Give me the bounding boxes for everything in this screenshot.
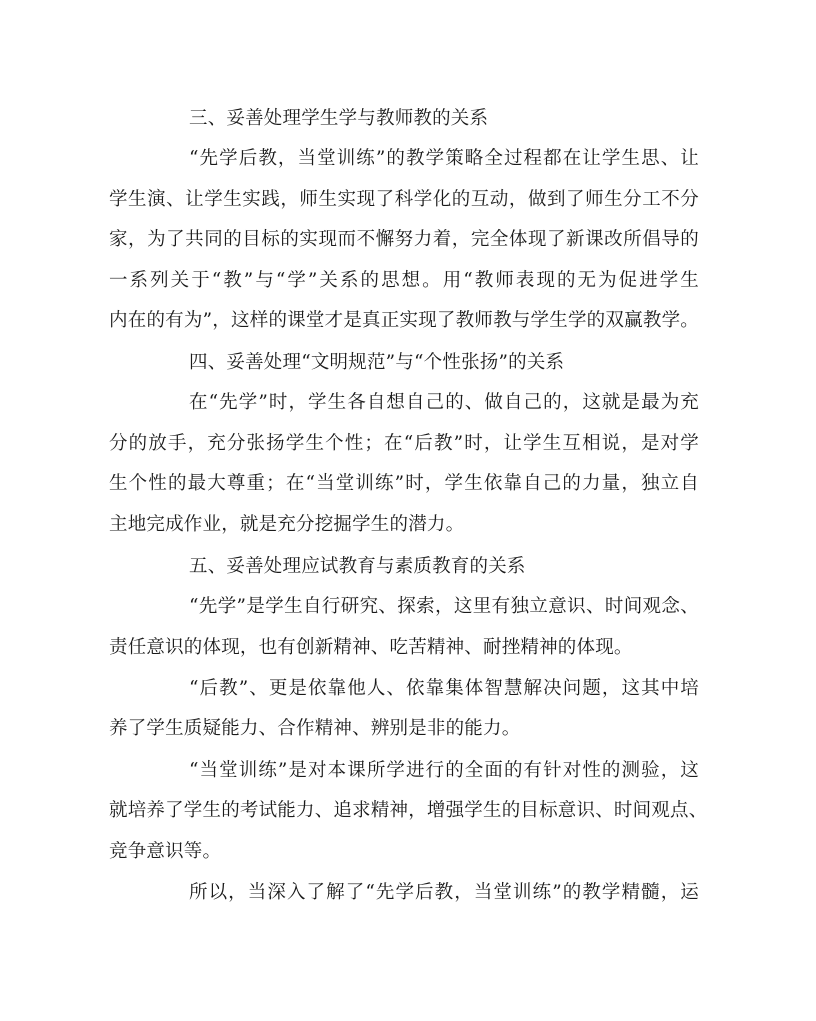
section-heading-4: 四、妥善处理“文明规范”与“个性张扬”的关系 xyxy=(189,352,565,373)
section-heading-3: 三、妥善处理学生学与教师教的关系 xyxy=(189,108,489,129)
paragraph-line: 家，为了共同的目标的实现而不懈努力着，完全体现了新课改所倡导的 xyxy=(109,229,699,250)
paragraph-line: 养了学生质疑能力、合作精神、辨别是非的能力。 xyxy=(109,718,521,739)
paragraph-line: “当堂训练”是对本课所学进行的全面的有针对性的测验，这 xyxy=(189,760,699,781)
paragraph-line: “先学后教，当堂训练”的教学策略全过程都在让学生思、让 xyxy=(189,148,699,169)
paragraph-line: 在“先学”时，学生各自想自己的、做自己的，这就是最为充 xyxy=(189,392,699,413)
paragraph-line: 内在的有为”，这样的课堂才是真正实现了教师教与学生学的双赢教学。 xyxy=(109,310,699,331)
paragraph-line: 所以，当深入了解了“先学后教，当堂训练”的教学精髓，运 xyxy=(189,882,699,903)
paragraph-line: 就培养了学生的考试能力、追求精神，增强学生的目标意识、时间观点、 xyxy=(109,800,708,821)
paragraph-line: 竞争意识等。 xyxy=(109,841,222,862)
paragraph-line: 一系列关于“教”与“学”关系的思想。用“教师表现的无为促进学生 xyxy=(109,270,699,291)
section-heading-5: 五、妥善处理应试教育与素质教育的关系 xyxy=(189,556,526,577)
paragraph-line: “后教”、更是依靠他人、依靠集体智慧解决问题，这其中培 xyxy=(189,678,699,699)
paragraph-line: 分的放手，充分张扬学生个性；在“后教”时，让学生互相说，是对学 xyxy=(109,433,699,454)
paragraph-line: 责任意识的体现，也有创新精神、吃苦精神、耐挫精神的体现。 xyxy=(109,637,633,658)
paragraph-line: 学生演、让学生实践，师生实现了科学化的互动，做到了师生分工不分 xyxy=(109,189,699,210)
paragraph-line: “先学”是学生自行研究、探索，这里有独立意识、时间观念、 xyxy=(189,596,699,617)
paragraph-line: 主地完成作业，就是充分挖掘学生的潜力。 xyxy=(109,514,465,535)
paragraph-line: 生个性的最大尊重；在“当堂训练”时，学生依靠自己的力量，独立自 xyxy=(109,473,699,494)
